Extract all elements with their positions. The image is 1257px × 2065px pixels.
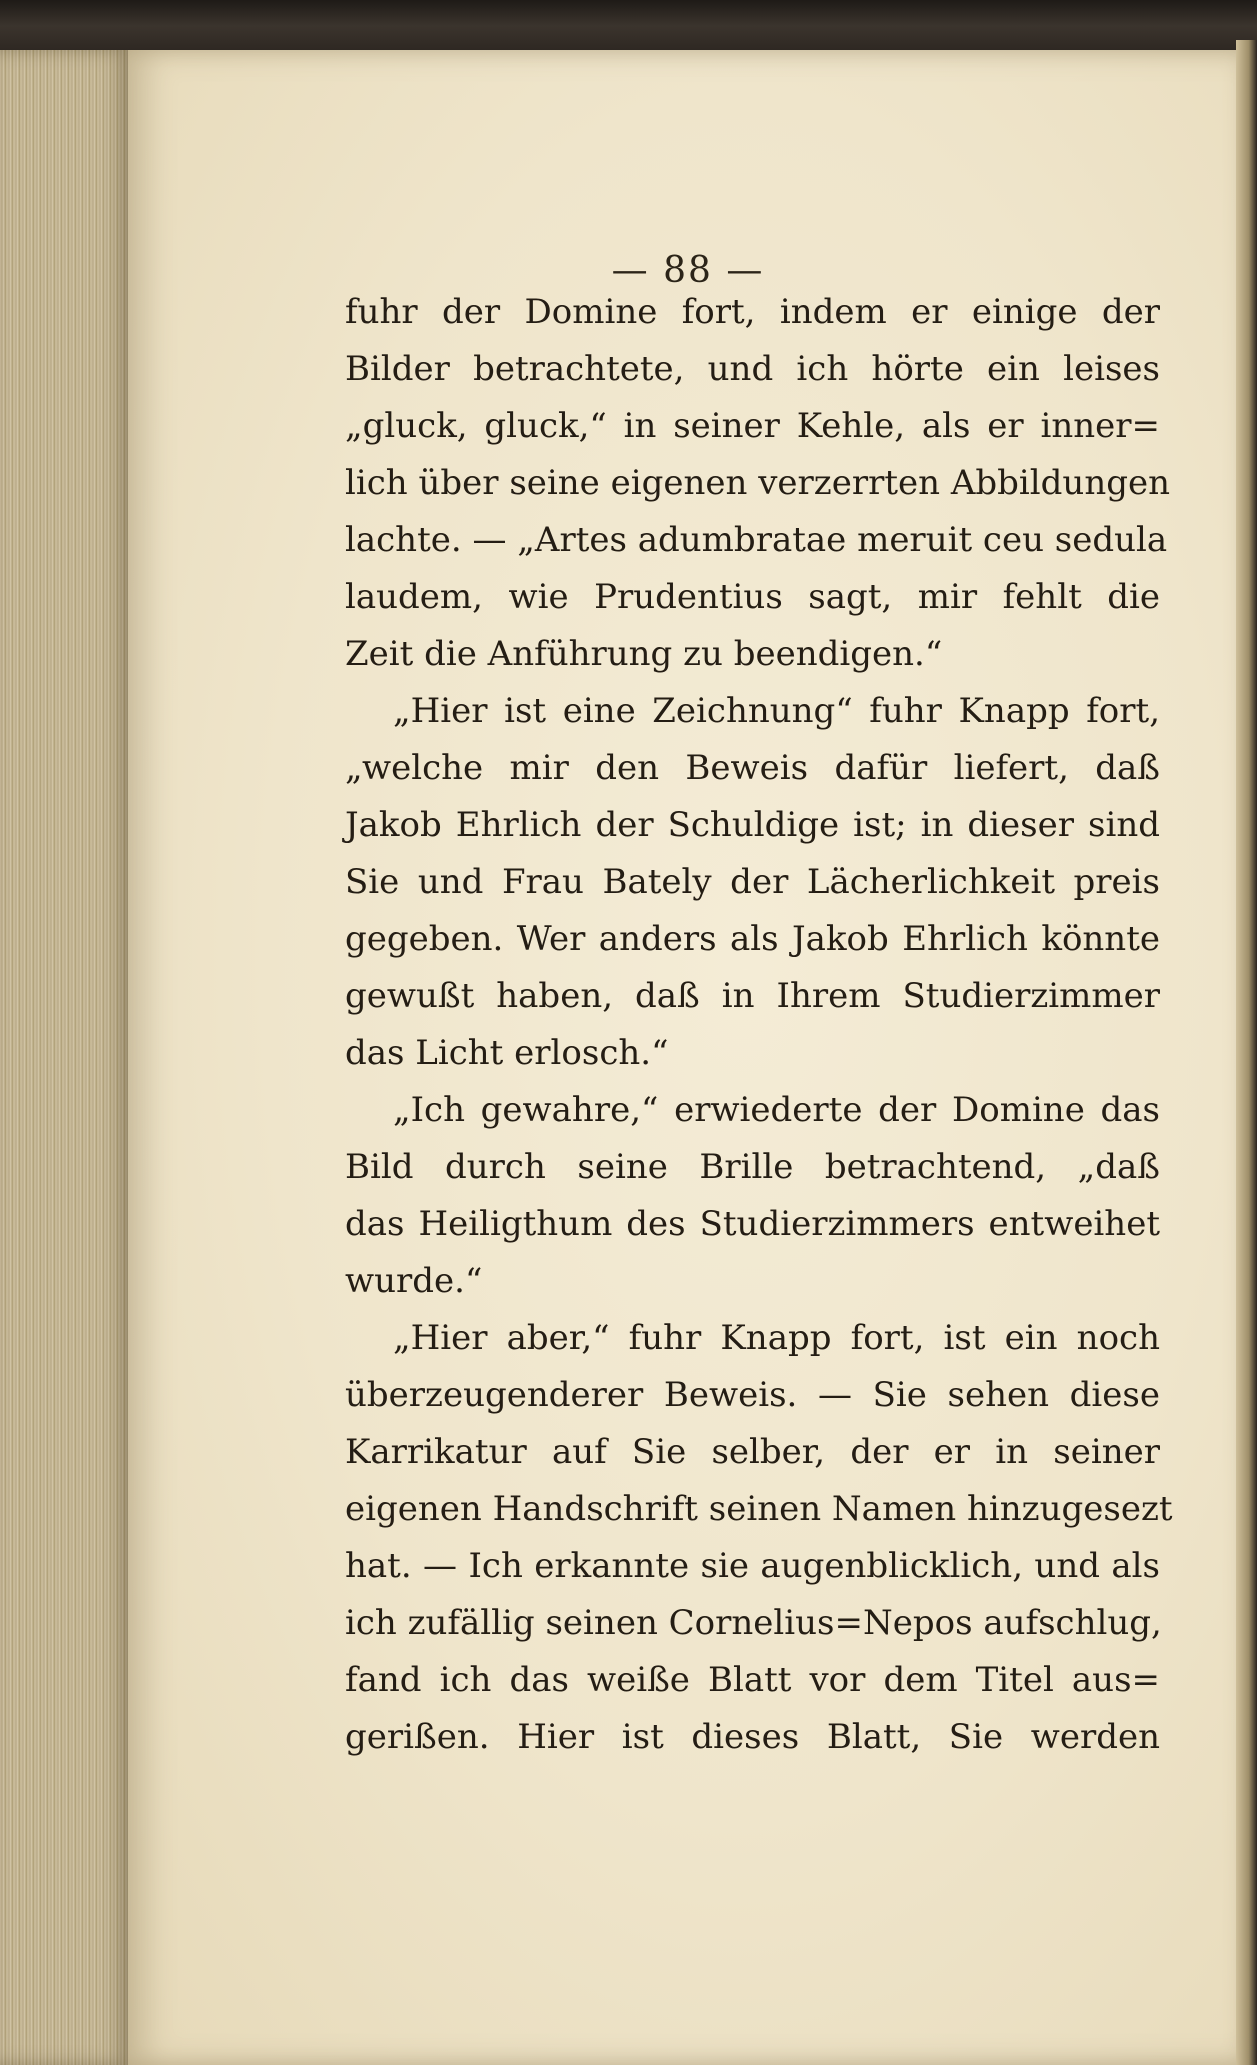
text-line: „Hier aber,“ fuhr Knapp fort, ist ein noch xyxy=(393,1318,1160,1358)
text-line: das Heiligthum des Studierzimmers entweihet xyxy=(345,1204,1160,1244)
text-line: Sie und Frau Bately der Lächerlichkeit preis xyxy=(345,862,1160,902)
text-line: fand ich das weiße Blatt vor dem Titel aus= xyxy=(345,1660,1160,1700)
page-right-edge xyxy=(1236,40,1257,2065)
text-line: gewußt haben, daß in Ihrem Studierzimmer xyxy=(345,976,1160,1016)
text-line: lich über seine eigenen verzerrten Abbildungen xyxy=(345,463,1170,503)
text-line: „Hier ist eine Zeichnung“ fuhr Knapp fort, xyxy=(393,691,1160,731)
text-line: Karrikatur auf Sie selber, der er in seiner xyxy=(345,1432,1160,1472)
text-line: Bild durch seine Brille betrachtend, „daß xyxy=(345,1147,1160,1187)
text-line: Bilder betrachtete, und ich hörte ein leises xyxy=(345,349,1160,389)
body-text xyxy=(345,284,1173,1766)
text-line: eigenen Handschrift seinen Namen hinzugesezt xyxy=(345,1489,1173,1529)
text-line: fuhr der Domine fort, indem er einige der xyxy=(345,292,1160,332)
text-line: Jakob Ehrlich der Schuldige ist; in dieser sind xyxy=(345,805,1160,845)
text-line: überzeugenderer Beweis. — Sie sehen diese xyxy=(345,1375,1160,1415)
page-edges xyxy=(0,50,130,2065)
text-line: „Ich gewahre,“ erwiederte der Domine das xyxy=(393,1090,1160,1130)
text-line: das Licht erlosch.“ xyxy=(345,1033,669,1073)
text-line: ich zufällig seinen Cornelius=Nepos aufschlug, xyxy=(345,1603,1162,1643)
text-line: wurde.“ xyxy=(345,1261,483,1301)
text-line: hat. — Ich erkannte sie augenblicklich, und als xyxy=(345,1546,1160,1586)
text-line: lachte. — „Artes adumbratae meruit ceu sedula xyxy=(345,520,1168,560)
text-line: gegeben. Wer anders als Jakob Ehrlich könnte xyxy=(345,919,1160,959)
text-line: Zeit die Anführung zu beendigen.“ xyxy=(345,634,943,674)
text-line: „gluck, gluck,“ in seiner Kehle, als er inner= xyxy=(345,406,1160,446)
page-number: — 88 — xyxy=(611,250,765,291)
text-line: laudem, wie Prudentius sagt, mir fehlt die xyxy=(345,577,1160,617)
text-line: „welche mir den Beweis dafür liefert, daß xyxy=(345,748,1160,788)
text-line: gerißen. Hier ist dieses Blatt, Sie werden xyxy=(345,1717,1160,1757)
